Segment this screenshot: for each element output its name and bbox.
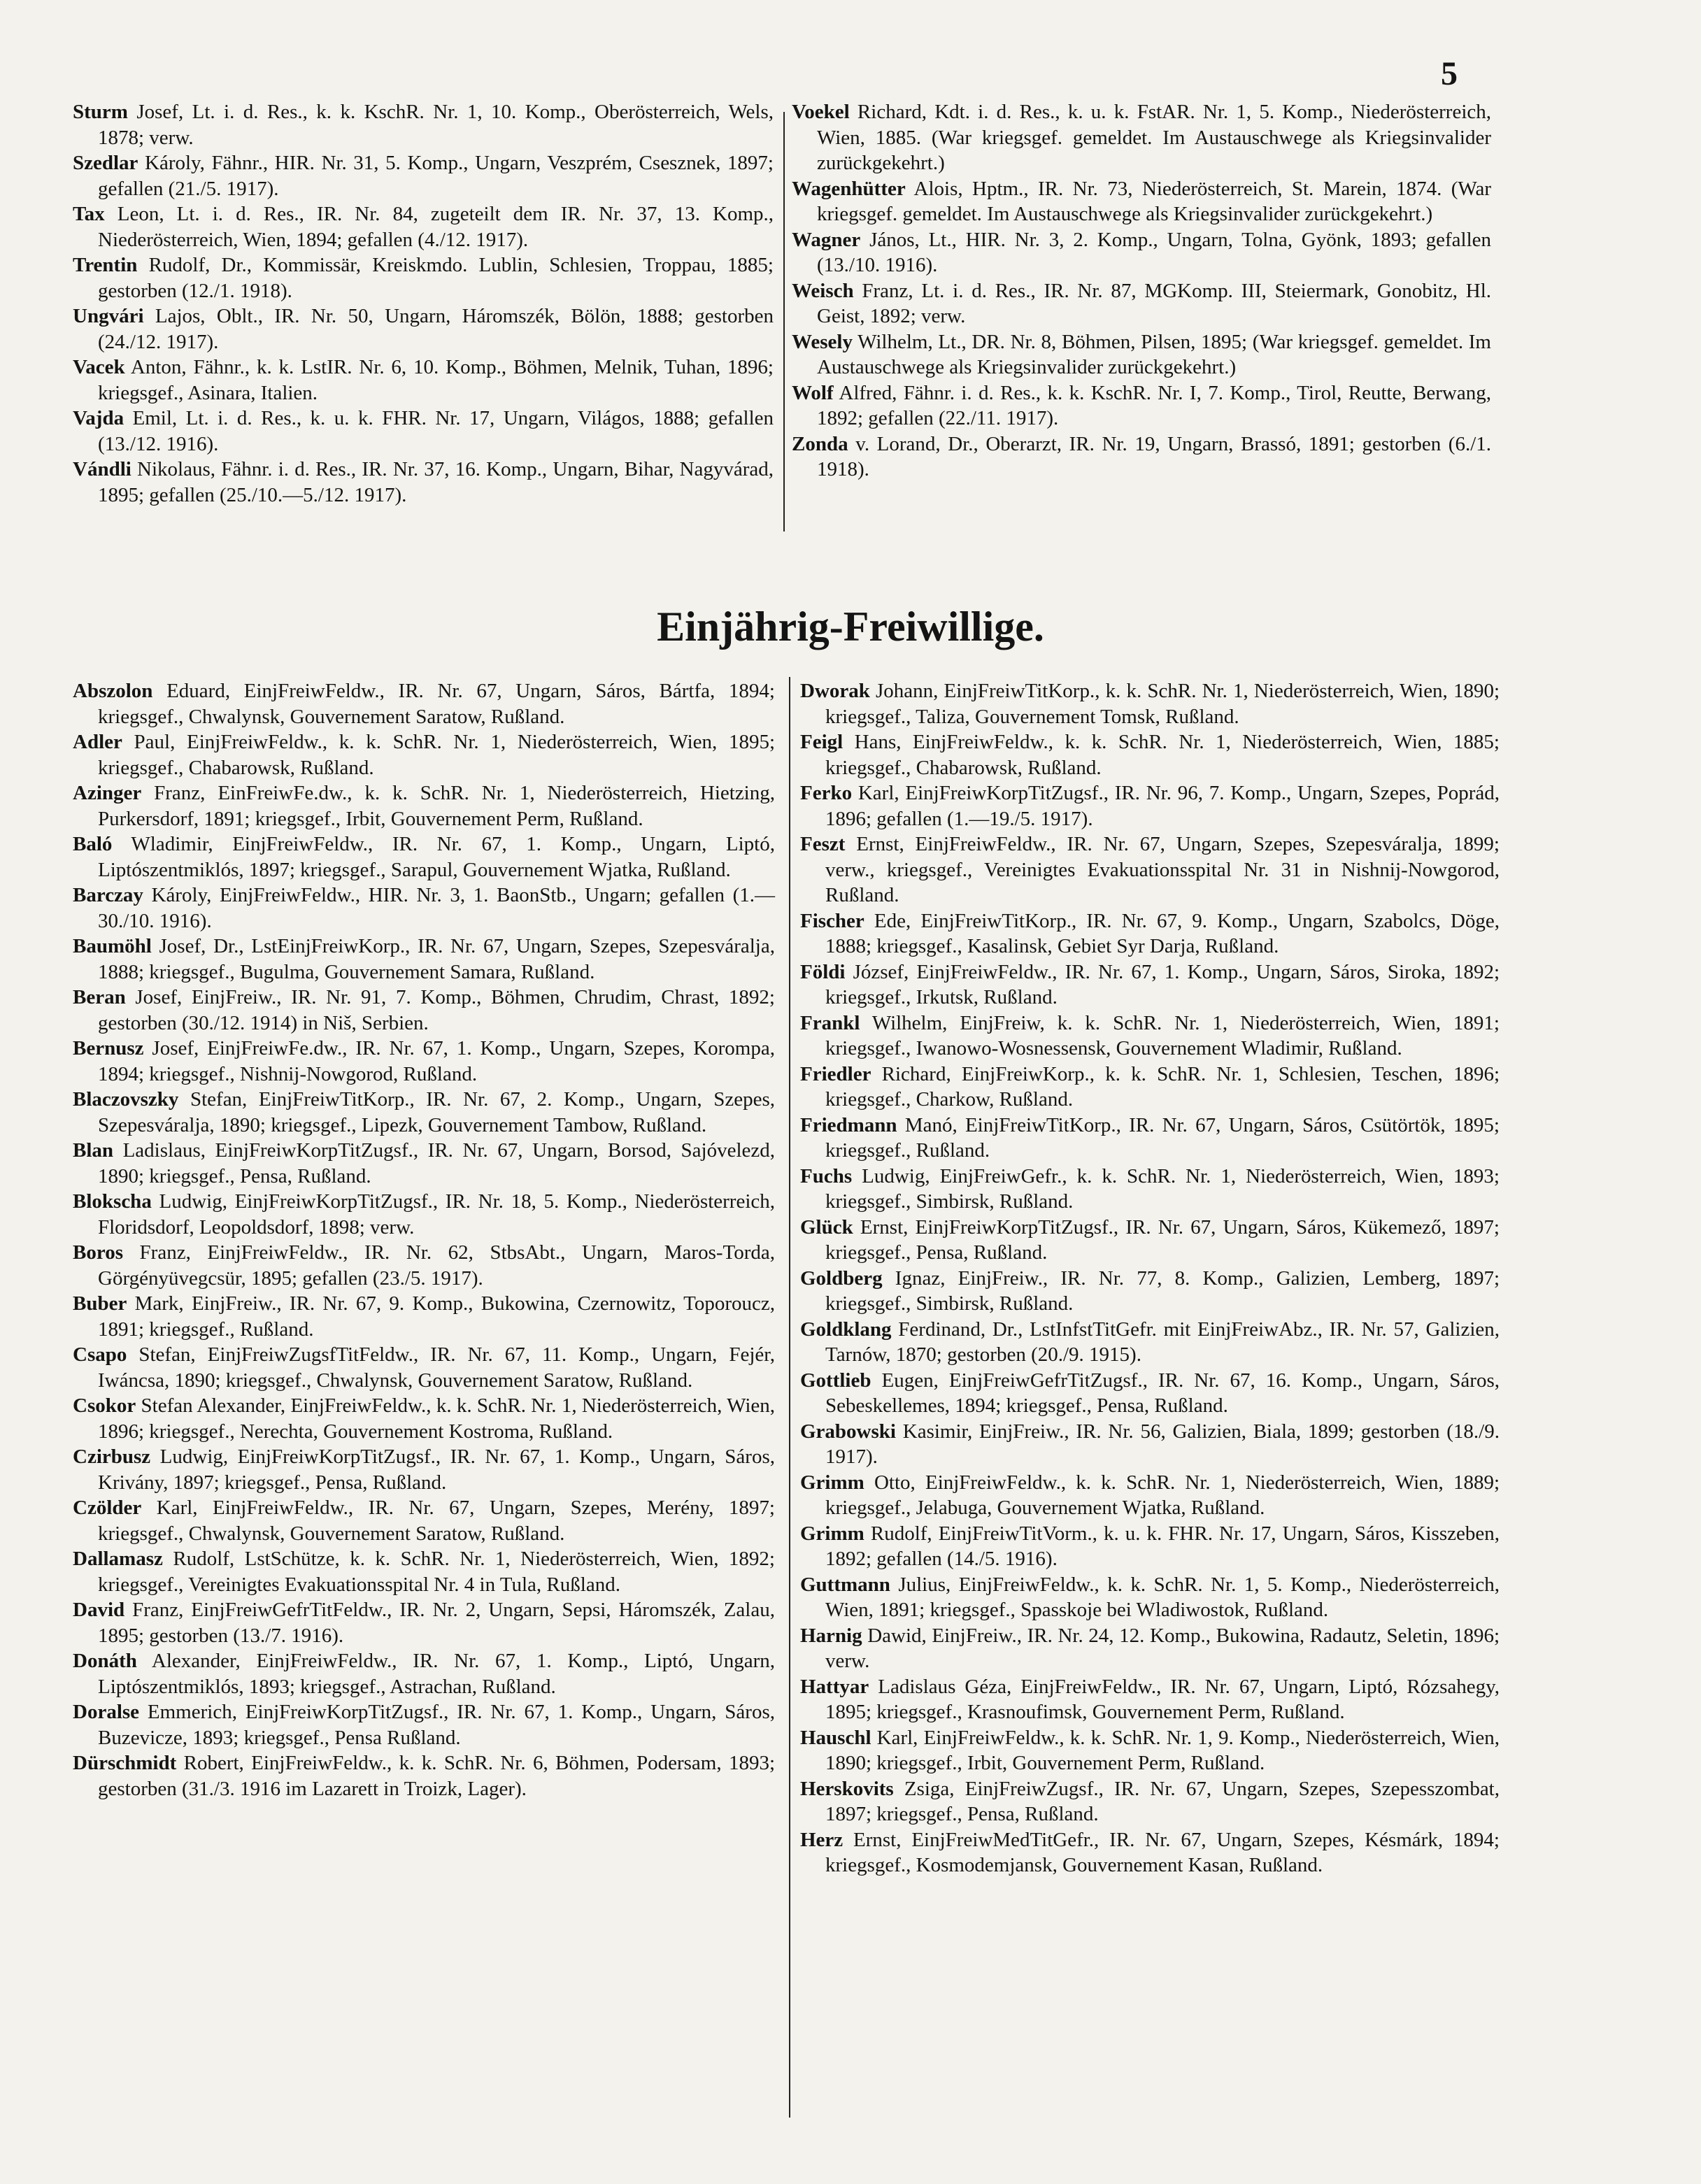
entry-details: Stefan Alexander, EinjFreiwFeldw., k. k. SchR. Nr. 1, Niederösterreich, Wien, 1896; kriegsgef., Nerechta, Gouvernement Kostroma, Rußland. bbox=[98, 1394, 775, 1443]
entry-surname: Dworak bbox=[800, 680, 870, 702]
entry-surname: Dürschmidt bbox=[73, 1752, 177, 1774]
entry-details: Ferdinand, Dr., LstInfstTitGefr. mit EinjFreiwAbz., IR. Nr. 57, Galizien, Tarnów, 1870; gestorben (20./9. 1915). bbox=[825, 1318, 1500, 1366]
entry-details: Ernst, EinjFreiwKorpTitZugsf., IR. Nr. 67, Ungarn, Sáros, Kükemező, 1897; kriegsgef., Pensa, Rußland. bbox=[825, 1215, 1500, 1264]
entry-surname: Doralse bbox=[73, 1701, 140, 1723]
entry-surname: Vándli bbox=[73, 458, 131, 480]
entry-surname: Ungvári bbox=[73, 305, 144, 327]
list-entry bbox=[800, 1368, 1500, 1419]
list-entry bbox=[792, 380, 1491, 431]
entry-surname: Beran bbox=[73, 986, 126, 1008]
entry-surname: Wagenhütter bbox=[792, 177, 906, 200]
entry-details: Franz, EinjFreiwFeldw., IR. Nr. 62, StbsAbt., Ungarn, Maros-Torda, Görgényüvegcsür, 1895; gefallen (23./5. 1917). bbox=[98, 1241, 775, 1290]
column-divider bbox=[783, 112, 785, 531]
list-entry bbox=[73, 1546, 775, 1597]
list-entry bbox=[73, 1240, 775, 1291]
list-entry bbox=[800, 1011, 1500, 1062]
entry-details: Wladimir, EinjFreiwFeldw., IR. Nr. 67, 1. Komp., Ungarn, Liptó, Liptószentmiklós, 1897; kriegsgef., Sarapul, Gouvernement Wjatka, Rußland. bbox=[98, 833, 775, 881]
entry-surname: Hattyar bbox=[800, 1675, 869, 1698]
entry-details: Robert, EinjFreiwFeldw., k. k. SchR. Nr. 6, Böhmen, Podersam, 1893; gestorben (31./3. 1916 im Lazarett in Troizk, Lager). bbox=[98, 1752, 775, 1800]
entry-details: Rudolf, Dr., Kommissär, Kreiskmdo. Lublin, Schlesien, Troppau, 1885; gestorben (12./1. 1918). bbox=[98, 254, 774, 302]
entry-surname: Abszolon bbox=[73, 680, 153, 702]
entry-details: Anton, Fähnr., k. k. LstIR. Nr. 6, 10. Komp., Böhmen, Melnik, Tuhan, 1896; kriegsgef., Asinara, Italien. bbox=[98, 356, 774, 404]
list-entry bbox=[73, 1648, 775, 1699]
entry-details: Josef, EinjFreiwFe.dw., IR. Nr. 67, 1. Komp., Ungarn, Szepes, Korompa, 1894; kriegsgef., Nishnij-Nowgorod, Rußland. bbox=[98, 1037, 775, 1085]
list-entry bbox=[73, 1291, 775, 1342]
list-entry bbox=[800, 1317, 1500, 1368]
list-entry bbox=[800, 1521, 1500, 1572]
entry-details: Rudolf, EinjFreiwTitVorm., k. u. k. FHR. Nr. 17, Ungarn, Sáros, Kisszeben, 1892; gefallen (14./5. 1916). bbox=[825, 1522, 1500, 1570]
entry-details: Franz, EinjFreiwGefrTitFeldw., IR. Nr. 2, Ungarn, Sepsi, Háromszék, Zalau, 1895; gestorben (13./7. 1916). bbox=[98, 1599, 775, 1647]
entry-surname: Friedler bbox=[800, 1062, 871, 1085]
entry-surname: Voekel bbox=[792, 101, 850, 123]
list-entry bbox=[73, 201, 774, 252]
list-entry bbox=[800, 780, 1500, 832]
list-entry bbox=[800, 959, 1500, 1011]
entry-surname: Földi bbox=[800, 960, 846, 983]
entry-surname: Wesely bbox=[792, 330, 853, 353]
list-entry bbox=[800, 1827, 1500, 1878]
entry-details: Ede, EinjFreiwTitKorp., IR. Nr. 67, 9. Komp., Ungarn, Szabolcs, Döge, 1888; kriegsgef., Kasalinsk, Gebiet Syr Darja, Rußland. bbox=[825, 909, 1500, 957]
list-entry bbox=[73, 1342, 775, 1393]
entry-details: Károly, EinjFreiwFeldw., HIR. Nr. 3, 1. BaonStb., Ungarn; gefallen (1.—30./10. 1916). bbox=[98, 884, 775, 932]
entry-surname: Baumöhl bbox=[73, 935, 152, 957]
list-entry bbox=[73, 883, 775, 934]
entry-surname: Zonda bbox=[792, 432, 848, 455]
entry-surname: Czölder bbox=[73, 1497, 142, 1519]
entry-details: Dawid, EinjFreiw., IR. Nr. 24, 12. Komp., Bukowina, Radautz, Seletin, 1896; verw. bbox=[825, 1624, 1500, 1672]
list-entry bbox=[73, 780, 775, 832]
entry-surname: Tax bbox=[73, 203, 105, 225]
bottom-right-column bbox=[800, 678, 1500, 1878]
entry-surname: Blan bbox=[73, 1139, 114, 1162]
entry-details: Emmerich, EinjFreiwKorpTitZugsf., IR. Nr. 67, 1. Komp., Ungarn, Sáros, Buzevicze, 1893; kriegsgef., Pensa Rußland. bbox=[98, 1701, 775, 1749]
list-entry bbox=[73, 1138, 775, 1189]
entry-surname: Grimm bbox=[800, 1522, 864, 1545]
entry-details: Wilhelm, Lt., DR. Nr. 8, Böhmen, Pilsen, 1895; (War kriegsgef. gemeldet. Im Austauschwege als Kriegsinvalider zurückgekehrt.) bbox=[817, 330, 1491, 378]
list-entry bbox=[73, 729, 775, 780]
list-entry bbox=[73, 457, 774, 508]
entry-surname: Blokscha bbox=[73, 1190, 152, 1213]
entry-surname: Weisch bbox=[792, 279, 854, 302]
entry-details: Eugen, EinjFreiwGefrTitZugsf., IR. Nr. 67, 16. Komp., Ungarn, Sáros, Sebeskellemes, 1894; kriegsgef., Pensa, Rußland. bbox=[825, 1369, 1500, 1417]
list-entry bbox=[792, 227, 1491, 278]
list-entry bbox=[73, 832, 775, 883]
list-entry bbox=[792, 431, 1491, 483]
list-entry bbox=[73, 252, 774, 304]
entry-surname: Feigl bbox=[800, 731, 844, 753]
list-entry bbox=[73, 1087, 775, 1138]
list-entry bbox=[800, 1419, 1500, 1470]
entry-surname: Frankl bbox=[800, 1011, 860, 1034]
page-number: 5 bbox=[1441, 55, 1458, 92]
list-entry bbox=[73, 304, 774, 355]
list-entry bbox=[73, 934, 775, 985]
entry-details: Zsiga, EinjFreiwZugsf., IR. Nr. 67, Ungarn, Szepes, Szepesszombat, 1897; kriegsgef., Pensa, Rußland. bbox=[825, 1777, 1500, 1825]
entry-surname: Herskovits bbox=[800, 1777, 894, 1800]
entry-details: János, Lt., HIR. Nr. 3, 2. Komp., Ungarn, Tolna, Gyönk, 1893; gefallen (13./10. 1916). bbox=[817, 228, 1491, 276]
entry-details: Ernst, EinjFreiwMedTitGefr., IR. Nr. 67, Ungarn, Szepes, Késmárk, 1894; kriegsgef., Kosmodemjansk, Gouvernement Kasan, Rußland. bbox=[825, 1828, 1500, 1876]
entry-surname: Bernusz bbox=[73, 1037, 144, 1059]
list-entry bbox=[800, 1470, 1500, 1521]
list-entry bbox=[73, 678, 775, 729]
entry-surname: Blaczovszky bbox=[73, 1088, 179, 1111]
list-entry bbox=[800, 1725, 1500, 1776]
entry-surname: Goldberg bbox=[800, 1266, 883, 1290]
entry-details: Josef, EinjFreiw., IR. Nr. 91, 7. Komp., Böhmen, Chrudim, Chrast, 1892; gestorben (30./12. 1914) in Niš, Serbien. bbox=[98, 986, 775, 1034]
entry-details: Alexander, EinjFreiwFeldw., IR. Nr. 67, 1. Komp., Liptó, Ungarn, Liptószentmiklós, 1893; kriegsgef., Astrachan, Rußland. bbox=[98, 1650, 775, 1698]
entry-details: Eduard, EinjFreiwFeldw., IR. Nr. 67, Ungarn, Sáros, Bártfa, 1894; kriegsgef., Chwalynsk, Gouvernement Saratow, Rußland. bbox=[98, 680, 775, 728]
top-left-column bbox=[73, 99, 774, 508]
list-entry bbox=[800, 1776, 1500, 1827]
entry-surname: Wagner bbox=[792, 228, 861, 251]
list-entry bbox=[73, 1036, 775, 1087]
entry-surname: Fischer bbox=[800, 909, 864, 932]
entry-surname: Wolf bbox=[792, 381, 834, 404]
entry-surname: Goldklang bbox=[800, 1318, 892, 1341]
entry-surname: Grimm bbox=[800, 1471, 864, 1494]
entry-surname: Dallamasz bbox=[73, 1548, 163, 1570]
section-heading: Einjährig-Freiwillige. bbox=[657, 604, 1044, 650]
entry-surname: Friedmann bbox=[800, 1113, 897, 1136]
entry-details: Josef, Lt. i. d. Res., k. k. KschR. Nr. 1, 10. Komp., Oberösterreich, Wels, 1878; verw. bbox=[98, 101, 774, 149]
entry-details: Karl, EinjFreiwFeldw., IR. Nr. 67, Ungarn, Szepes, Merény, 1897; kriegsgef., Chwalynsk, Gouvernement Saratow, Rußland. bbox=[98, 1497, 775, 1545]
entry-surname: Feszt bbox=[800, 833, 846, 855]
entry-details: v. Lorand, Dr., Oberarzt, IR. Nr. 19, Ungarn, Brassó, 1891; gestorben (6./1. 1918). bbox=[817, 432, 1491, 480]
entry-details: Paul, EinjFreiwFeldw., k. k. SchR. Nr. 1, Niederösterreich, Wien, 1895; kriegsgef., Chabarowsk, Rußland. bbox=[98, 731, 775, 779]
entry-details: Franz, EinFreiwFe.dw., k. k. SchR. Nr. 1, Niederösterreich, Hietzing, Purkersdorf, 1891; kriegsgef., Irbit, Gouvernement Perm, Rußland. bbox=[98, 782, 775, 830]
entry-surname: Barczay bbox=[73, 884, 143, 906]
entry-details: Julius, EinjFreiwFeldw., k. k. SchR. Nr. 1, 5. Komp., Niederösterreich, Wien, 1891; kriegsgef., Spasskoje bei Wladiwostok, Rußland. bbox=[825, 1573, 1500, 1621]
list-entry bbox=[73, 1495, 775, 1546]
entry-surname: Sturm bbox=[73, 101, 128, 123]
entry-surname: Fuchs bbox=[800, 1164, 853, 1187]
entry-surname: Adler bbox=[73, 731, 122, 753]
entry-details: Karl, EinjFreiwKorpTitZugsf., IR. Nr. 96, 7. Komp., Ungarn, Szepes, Poprád, 1896; gefallen (1.—19./5. 1917). bbox=[825, 782, 1500, 830]
list-entry bbox=[800, 908, 1500, 959]
entry-surname: Szedlar bbox=[73, 152, 138, 174]
entry-details: Wilhelm, EinjFreiw, k. k. SchR. Nr. 1, Niederösterreich, Wien, 1891; kriegsgef., Iwanowo-Wosnessensk, Gouvernement Wladimir, Rußland. bbox=[825, 1011, 1500, 1059]
entry-surname: Csapo bbox=[73, 1343, 127, 1366]
entry-surname: Gottlieb bbox=[800, 1369, 871, 1392]
list-entry bbox=[73, 1699, 775, 1750]
bottom-left-column bbox=[73, 678, 775, 1801]
list-entry bbox=[73, 406, 774, 457]
list-entry bbox=[800, 1062, 1500, 1113]
entry-details: Ignaz, EinjFreiw., IR. Nr. 77, 8. Komp., Galizien, Lemberg, 1897; kriegsgef., Simbirsk, Rußland. bbox=[825, 1266, 1500, 1315]
entry-details: Ludwig, EinjFreiwKorpTitZugsf., IR. Nr. 18, 5. Komp., Niederösterreich, Floridsdorf, Leopoldsdorf, 1898; verw. bbox=[98, 1190, 775, 1239]
list-entry bbox=[73, 1189, 775, 1240]
list-entry bbox=[800, 1572, 1500, 1623]
entry-surname: Czirbusz bbox=[73, 1446, 151, 1468]
entry-surname: David bbox=[73, 1599, 125, 1621]
list-entry bbox=[73, 1597, 775, 1648]
list-entry bbox=[73, 355, 774, 406]
entry-details: Károly, Fähnr., HIR. Nr. 31, 5. Komp., Ungarn, Veszprém, Csesznek, 1897; gefallen (21./5. 1917). bbox=[98, 152, 774, 200]
list-entry bbox=[792, 329, 1491, 380]
entry-surname: Baló bbox=[73, 833, 113, 855]
entry-details: Stefan, EinjFreiwZugsfTitFeldw., IR. Nr. 67, 11. Komp., Ungarn, Fejér, Iwáncsa, 1890; kriegsgef., Chwalynsk, Gouvernement Saratow, Rußland. bbox=[98, 1343, 775, 1392]
entry-details: Otto, EinjFreiwFeldw., k. k. SchR. Nr. 1, Niederösterreich, Wien, 1889; kriegsgef., Jelabuga, Gouvernement Wjatka, Rußland. bbox=[825, 1471, 1500, 1519]
entry-details: Richard, EinjFreiwKorp., k. k. SchR. Nr. 1, Schlesien, Teschen, 1896; kriegsgef., Charkow, Rußland. bbox=[825, 1062, 1500, 1111]
list-entry bbox=[792, 99, 1491, 176]
entry-details: Stefan, EinjFreiwTitKorp., IR. Nr. 67, 2. Komp., Ungarn, Szepes, Szepesváralja, 1890; kriegsgef., Lipezk, Gouvernement Tambow, Rußland. bbox=[98, 1088, 775, 1136]
list-entry bbox=[800, 1266, 1500, 1317]
entry-surname: Csokor bbox=[73, 1394, 136, 1417]
entry-details: József, EinjFreiwFeldw., IR. Nr. 67, 1. Komp., Ungarn, Sáros, Siroka, 1892; kriegsgef., Irkutsk, Rußland. bbox=[825, 960, 1500, 1008]
entry-surname: Guttmann bbox=[800, 1573, 890, 1596]
entry-surname: Harnig bbox=[800, 1624, 862, 1647]
entry-surname: Buber bbox=[73, 1292, 127, 1315]
entry-details: Johann, EinjFreiwTitKorp., k. k. SchR. Nr. 1, Niederösterreich, Wien, 1890; kriegsgef., Taliza, Gouvernement Tomsk, Rußland. bbox=[825, 680, 1500, 728]
list-entry bbox=[73, 985, 775, 1036]
entry-details: Kasimir, EinjFreiw., IR. Nr. 56, Galizien, Biala, 1899; gestorben (18./9. 1917). bbox=[825, 1420, 1500, 1468]
entry-details: Hans, EinjFreiwFeldw., k. k. SchR. Nr. 1, Niederösterreich, Wien, 1885; kriegsgef., Chabarowsk, Rußland. bbox=[825, 731, 1500, 779]
entry-details: Ludwig, EinjFreiwGefr., k. k. SchR. Nr. 1, Niederösterreich, Wien, 1893; kriegsgef., Simbirsk, Rußland. bbox=[825, 1164, 1500, 1213]
list-entry bbox=[800, 1215, 1500, 1266]
entry-details: Franz, Lt. i. d. Res., IR. Nr. 87, MGKomp. III, Steiermark, Gonobitz, Hl. Geist, 1892; verw. bbox=[817, 279, 1491, 327]
entry-details: Manó, EinjFreiwTitKorp., IR. Nr. 67, Ungarn, Sáros, Csütörtök, 1895; kriegsgef., Rußland. bbox=[825, 1113, 1500, 1162]
list-entry bbox=[800, 1623, 1500, 1674]
entry-surname: Boros bbox=[73, 1241, 123, 1264]
entry-details: Karl, EinjFreiwFeldw., k. k. SchR. Nr. 1, 9. Komp., Niederösterreich, Wien, 1890; kriegsgef., Irbit, Gouvernement Perm, Rußland. bbox=[825, 1726, 1500, 1774]
entry-details: Nikolaus, Fähnr. i. d. Res., IR. Nr. 37, 16. Komp., Ungarn, Bihar, Nagyvárad, 1895; gefallen (25./10.—5./12. 1917). bbox=[98, 458, 774, 506]
column-divider bbox=[789, 677, 790, 2118]
list-entry bbox=[73, 1393, 775, 1444]
entry-details: Mark, EinjFreiw., IR. Nr. 67, 9. Komp., Bukowina, Czernowitz, Toporoucz, 1891; kriegsgef., Rußland. bbox=[98, 1292, 775, 1341]
list-entry bbox=[792, 176, 1491, 227]
entry-surname: Grabowski bbox=[800, 1420, 896, 1443]
entry-details: Ladislaus Géza, EinjFreiwFeldw., IR. Nr. 67, Ungarn, Liptó, Rózsahegy, 1895; kriegsgef., Krasnoufimsk, Gouvernement Perm, Rußland. bbox=[825, 1675, 1500, 1723]
entry-details: Josef, Dr., LstEinjFreiwKorp., IR. Nr. 67, Ungarn, Szepes, Szepesváralja, 1888; kriegsgef., Bugulma, Gouvernement Samara, Rußland. bbox=[98, 935, 775, 983]
list-entry bbox=[73, 99, 774, 150]
list-entry bbox=[800, 1113, 1500, 1164]
entry-details: Alfred, Fähnr. i. d. Res., k. k. KschR. Nr. I, 7. Komp., Tirol, Reutte, Berwang, 1892; gefallen (22./11. 1917). bbox=[817, 381, 1491, 429]
list-entry bbox=[800, 729, 1500, 780]
entry-details: Alois, Hptm., IR. Nr. 73, Niederösterreich, St. Marein, 1874. (War kriegsgef. gemeldet. Im Austauschwege als Kriegsinvalider zurückgekehrt.) bbox=[817, 177, 1491, 225]
entry-details: Rudolf, LstSchütze, k. k. SchR. Nr. 1, Niederösterreich, Wien, 1892; kriegsgef., Vereinigtes Evakuationsspital Nr. 4 in Tula, Rußland. bbox=[98, 1548, 775, 1596]
entry-surname: Donáth bbox=[73, 1650, 137, 1672]
list-entry bbox=[792, 278, 1491, 329]
entry-surname: Herz bbox=[800, 1828, 844, 1851]
entry-details: Lajos, Oblt., IR. Nr. 50, Ungarn, Háromszék, Bölön, 1888; gestorben (24./12. 1917). bbox=[98, 305, 774, 353]
top-right-column bbox=[792, 99, 1491, 483]
entry-details: Richard, Kdt. i. d. Res., k. u. k. FstAR. Nr. 1, 5. Komp., Niederösterreich, Wien, 1885. (War kriegsgef. gemeldet. Im Austauschwege als Kriegsinvalider zurückgekehrt.) bbox=[817, 101, 1491, 174]
entry-surname: Trentin bbox=[73, 254, 138, 276]
entry-details: Emil, Lt. i. d. Res., k. u. k. FHR. Nr. 17, Ungarn, Világos, 1888; gefallen (13./12. 1916). bbox=[98, 407, 774, 455]
entry-surname: Vajda bbox=[73, 407, 124, 429]
list-entry bbox=[800, 678, 1500, 729]
list-entry bbox=[800, 1164, 1500, 1215]
entry-surname: Hauschl bbox=[800, 1726, 871, 1749]
list-entry bbox=[73, 1444, 775, 1495]
list-entry bbox=[73, 150, 774, 201]
list-entry bbox=[800, 832, 1500, 908]
entry-surname: Glück bbox=[800, 1215, 853, 1239]
entry-surname: Azinger bbox=[73, 782, 142, 804]
entry-surname: Vacek bbox=[73, 356, 125, 378]
list-entry bbox=[73, 1750, 775, 1801]
entry-surname: Ferko bbox=[800, 782, 853, 804]
entry-details: Ladislaus, EinjFreiwKorpTitZugsf., IR. Nr. 67, Ungarn, Borsod, Sajóvelezd, 1890; kriegsgef., Pensa, Rußland. bbox=[98, 1139, 775, 1187]
list-entry bbox=[800, 1674, 1500, 1725]
entry-details: Leon, Lt. i. d. Res., IR. Nr. 84, zugeteilt dem IR. Nr. 37, 13. Komp., Niederösterreich, Wien, 1894; gefallen (4./12. 1917). bbox=[98, 203, 774, 251]
entry-details: Ernst, EinjFreiwFeldw., IR. Nr. 67, Ungarn, Szepes, Szepesváralja, 1899; verw., kriegsgef., Vereinigtes Evakuationsspital Nr. 31 in Nishnij-Nowgorod, Rußland. bbox=[825, 833, 1500, 906]
entry-details: Ludwig, EinjFreiwKorpTitZugsf., IR. Nr. 67, 1. Komp., Ungarn, Sáros, Krivány, 1897; kriegsgef., Pensa, Rußland. bbox=[98, 1446, 775, 1494]
